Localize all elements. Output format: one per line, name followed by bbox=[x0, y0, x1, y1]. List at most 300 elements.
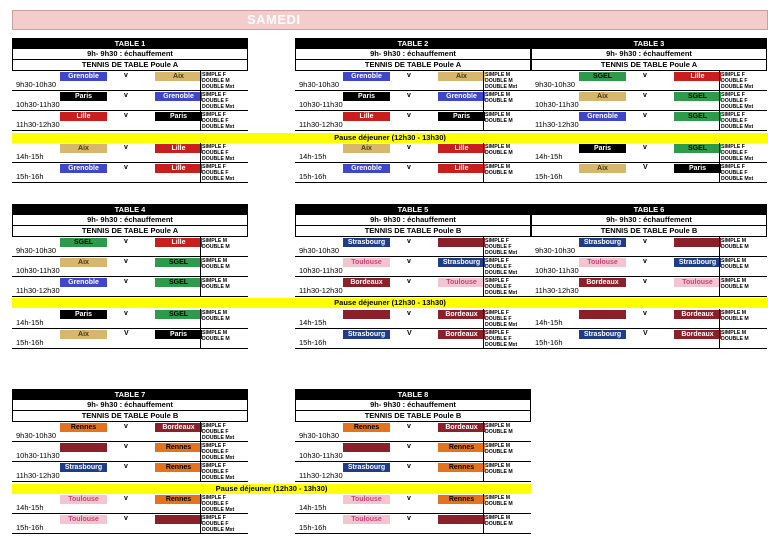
team-away: Aix bbox=[438, 72, 485, 81]
event-category: SIMPLE F bbox=[721, 92, 745, 98]
time-slot: 10h30-11h30 bbox=[16, 100, 60, 109]
event-category: DOUBLE M bbox=[485, 98, 513, 104]
versus-label: v bbox=[407, 72, 411, 79]
team-away: Paris bbox=[438, 112, 485, 121]
match-row bbox=[12, 163, 248, 183]
team-home: Toulouse bbox=[343, 258, 390, 267]
time-slot: 14h-15h bbox=[16, 503, 44, 512]
time-slot: 15h-16h bbox=[535, 172, 563, 181]
versus-label: V bbox=[643, 330, 648, 337]
match-row bbox=[12, 309, 248, 329]
versus-label: v bbox=[643, 92, 647, 99]
event-categories bbox=[721, 92, 753, 110]
match-table-2 bbox=[295, 38, 531, 183]
team-home: Grenoble bbox=[579, 112, 626, 121]
event-category: SIMPLE F bbox=[721, 112, 745, 118]
time-slot: 11h30-12h30 bbox=[299, 286, 343, 295]
versus-label: v bbox=[407, 92, 411, 99]
team-home: Strasbourg bbox=[579, 330, 626, 339]
event-category: SIMPLE M bbox=[485, 495, 511, 501]
time-slot: 10h30-11h30 bbox=[535, 266, 579, 275]
event-categories bbox=[202, 258, 230, 270]
versus-label: v bbox=[407, 495, 411, 502]
match-row bbox=[12, 494, 248, 514]
event-category: DOUBLE M bbox=[721, 284, 749, 290]
event-category: DOUBLE Mxt bbox=[202, 124, 235, 130]
event-categories bbox=[721, 112, 753, 130]
team-away: Paris bbox=[674, 164, 721, 173]
match-row bbox=[12, 442, 248, 462]
event-category: DOUBLE M bbox=[202, 284, 230, 290]
column-divider bbox=[200, 309, 201, 328]
team-away: Toulouse bbox=[438, 278, 485, 287]
team-home: Toulouse bbox=[60, 495, 107, 504]
event-category: SIMPLE F bbox=[721, 164, 745, 170]
column-divider bbox=[719, 237, 720, 256]
event-category: SIMPLE F bbox=[202, 515, 226, 521]
team-home bbox=[343, 443, 390, 452]
event-category: SIMPLE M bbox=[721, 258, 747, 264]
table-title: TABLE 6 bbox=[531, 204, 767, 215]
event-category: DOUBLE M bbox=[485, 150, 513, 156]
column-divider bbox=[719, 309, 720, 328]
team-away: Rennes bbox=[438, 495, 485, 504]
versus-label: V bbox=[407, 330, 412, 337]
event-category: DOUBLE M bbox=[485, 449, 513, 455]
time-slot: 14h-15h bbox=[299, 152, 327, 161]
event-category: DOUBLE F bbox=[202, 429, 229, 435]
match-table-7 bbox=[12, 389, 248, 534]
versus-label: v bbox=[124, 72, 128, 79]
versus-label: v bbox=[124, 164, 128, 171]
event-category: DOUBLE F bbox=[485, 284, 512, 290]
event-category: DOUBLE Mxt bbox=[485, 342, 518, 348]
table-title: TABLE 5 bbox=[295, 204, 531, 215]
team-away: Rennes bbox=[438, 443, 485, 452]
team-away: Lille bbox=[155, 238, 202, 247]
team-home: Paris bbox=[60, 310, 107, 319]
event-categories bbox=[202, 443, 234, 461]
event-categories bbox=[202, 92, 234, 110]
event-category: SIMPLE M bbox=[485, 112, 511, 118]
event-category: DOUBLE Mxt bbox=[202, 507, 235, 513]
warmup-label: 9h- 9h30 : échauffement bbox=[12, 400, 248, 411]
match-row bbox=[12, 329, 248, 349]
column-divider bbox=[483, 257, 484, 276]
team-away: Lille bbox=[155, 144, 202, 153]
match-row bbox=[295, 442, 531, 462]
team-away bbox=[438, 515, 485, 524]
column-divider bbox=[200, 422, 201, 441]
time-slot: 15h-16h bbox=[299, 338, 327, 347]
pool-label: TENNIS DE TABLE Poule A bbox=[12, 226, 248, 237]
event-categories bbox=[485, 112, 513, 124]
team-home: Aix bbox=[60, 144, 107, 153]
event-category: DOUBLE M bbox=[202, 78, 230, 84]
team-away: SGEL bbox=[155, 258, 202, 267]
event-category: DOUBLE F bbox=[202, 98, 229, 104]
event-category: SIMPLE M bbox=[721, 238, 747, 244]
event-categories bbox=[721, 310, 749, 322]
column-divider bbox=[483, 309, 484, 328]
column-divider bbox=[200, 277, 201, 296]
time-slot: 14h-15h bbox=[299, 503, 327, 512]
match-rows bbox=[295, 71, 531, 183]
event-category: DOUBLE F bbox=[721, 170, 748, 176]
event-category: SIMPLE F bbox=[202, 495, 226, 501]
team-home: Bordeaux bbox=[579, 278, 626, 287]
event-category: DOUBLE F bbox=[485, 244, 512, 250]
event-category: DOUBLE Mxt bbox=[485, 250, 518, 256]
team-home: Strasbourg bbox=[60, 463, 107, 472]
team-away: Aix bbox=[155, 72, 202, 81]
event-categories bbox=[721, 330, 749, 342]
team-home: Aix bbox=[343, 144, 390, 153]
event-category: SIMPLE F bbox=[202, 164, 226, 170]
column-divider bbox=[719, 143, 720, 162]
event-categories bbox=[485, 144, 513, 156]
time-slot: 11h30-12h30 bbox=[299, 471, 343, 480]
column-divider bbox=[483, 422, 484, 441]
match-rows bbox=[531, 71, 767, 183]
event-category: DOUBLE F bbox=[485, 264, 512, 270]
event-category: SIMPLE F bbox=[202, 463, 226, 469]
event-categories bbox=[721, 258, 749, 270]
event-categories bbox=[202, 72, 234, 90]
column-divider bbox=[483, 237, 484, 256]
match-row bbox=[295, 257, 531, 277]
time-slot: 9h30-10h30 bbox=[299, 431, 340, 440]
event-category: SIMPLE M bbox=[485, 463, 511, 469]
team-home: Paris bbox=[579, 144, 626, 153]
match-row bbox=[12, 71, 248, 91]
time-slot: 9h30-10h30 bbox=[535, 80, 576, 89]
day-title: SAMEDI bbox=[247, 12, 301, 27]
versus-label: v bbox=[124, 92, 128, 99]
column-divider bbox=[200, 494, 201, 513]
event-category: SIMPLE M bbox=[721, 278, 747, 284]
event-category: DOUBLE M bbox=[721, 316, 749, 322]
team-away: Rennes bbox=[438, 463, 485, 472]
time-slot: 10h30-11h30 bbox=[299, 451, 343, 460]
team-away: Lille bbox=[438, 144, 485, 153]
pool-label: TENNIS DE TABLE Poule B bbox=[295, 411, 531, 422]
time-slot: 10h30-11h30 bbox=[299, 266, 343, 275]
event-category: DOUBLE M bbox=[721, 264, 749, 270]
versus-label: v bbox=[407, 112, 411, 119]
time-slot: 11h30-12h30 bbox=[535, 120, 579, 129]
pool-label: TENNIS DE TABLE Poule A bbox=[12, 60, 248, 71]
event-category: SIMPLE M bbox=[485, 443, 511, 449]
match-row bbox=[12, 143, 248, 163]
event-category: DOUBLE Mxt bbox=[485, 270, 518, 276]
team-away: Bordeaux bbox=[674, 310, 721, 319]
event-category: SIMPLE F bbox=[485, 310, 509, 316]
team-away: Grenoble bbox=[155, 92, 202, 101]
time-slot: 15h-16h bbox=[16, 523, 44, 532]
team-home: Rennes bbox=[60, 423, 107, 432]
time-slot: 14h-15h bbox=[299, 318, 327, 327]
time-slot: 9h30-10h30 bbox=[535, 246, 576, 255]
team-away: SGEL bbox=[674, 144, 721, 153]
team-away bbox=[155, 515, 202, 524]
event-categories bbox=[485, 515, 513, 527]
versus-label: v bbox=[643, 278, 647, 285]
time-slot: 11h30-12h30 bbox=[16, 471, 60, 480]
event-category: DOUBLE F bbox=[202, 449, 229, 455]
event-categories bbox=[485, 463, 513, 475]
time-slot: 10h30-11h30 bbox=[299, 100, 343, 109]
lunch-break-bar-2: Pause déjeuner (12h30 - 13h30) bbox=[12, 298, 768, 308]
column-divider bbox=[483, 462, 484, 481]
versus-label: v bbox=[643, 72, 647, 79]
time-slot: 9h30-10h30 bbox=[16, 80, 57, 89]
event-categories bbox=[485, 72, 517, 90]
match-row bbox=[531, 91, 767, 111]
versus-label: v bbox=[124, 278, 128, 285]
column-divider bbox=[483, 494, 484, 513]
time-slot: 9h30-10h30 bbox=[16, 431, 57, 440]
time-slot: 10h30-11h30 bbox=[16, 451, 60, 460]
event-categories bbox=[485, 423, 513, 435]
match-row bbox=[531, 111, 767, 131]
match-row bbox=[12, 277, 248, 297]
event-category: SIMPLE M bbox=[202, 238, 228, 244]
match-row bbox=[531, 71, 767, 91]
time-slot: 15h-16h bbox=[299, 523, 327, 532]
versus-label: v bbox=[643, 238, 647, 245]
event-categories bbox=[485, 278, 517, 296]
event-category: SIMPLE F bbox=[485, 238, 509, 244]
event-categories bbox=[202, 278, 230, 290]
team-home: Toulouse bbox=[60, 515, 107, 524]
table-title: TABLE 3 bbox=[531, 38, 767, 49]
time-slot: 11h30-12h30 bbox=[16, 120, 60, 129]
column-divider bbox=[200, 143, 201, 162]
versus-label: v bbox=[124, 238, 128, 245]
team-home: Aix bbox=[60, 330, 107, 339]
event-category: DOUBLE Mxt bbox=[485, 84, 518, 90]
event-category: SIMPLE F bbox=[202, 443, 226, 449]
team-home: Paris bbox=[60, 92, 107, 101]
match-row bbox=[295, 309, 531, 329]
team-home bbox=[579, 310, 626, 319]
event-category: DOUBLE M bbox=[721, 336, 749, 342]
match-table-3 bbox=[531, 38, 767, 183]
event-category: SIMPLE F bbox=[721, 144, 745, 150]
warmup-label: 9h- 9h30 : échauffement bbox=[531, 49, 767, 60]
match-rows bbox=[295, 422, 531, 534]
event-category: DOUBLE F bbox=[721, 150, 748, 156]
time-slot: 11h30-12h30 bbox=[299, 120, 343, 129]
match-table-5 bbox=[295, 204, 531, 349]
warmup-label: 9h- 9h30 : échauffement bbox=[295, 215, 531, 226]
event-category: SIMPLE F bbox=[485, 330, 509, 336]
versus-label: V bbox=[643, 164, 648, 171]
team-away: Paris bbox=[155, 112, 202, 121]
event-category: DOUBLE Mxt bbox=[202, 104, 235, 110]
event-categories bbox=[202, 463, 234, 481]
event-category: DOUBLE Mxt bbox=[721, 84, 754, 90]
match-row bbox=[12, 91, 248, 111]
event-category: DOUBLE M bbox=[485, 429, 513, 435]
event-category: SIMPLE F bbox=[202, 144, 226, 150]
pool-label: TENNIS DE TABLE Poule B bbox=[12, 411, 248, 422]
team-away: Rennes bbox=[155, 495, 202, 504]
column-divider bbox=[483, 91, 484, 110]
event-categories bbox=[721, 164, 753, 182]
event-categories bbox=[485, 330, 517, 348]
event-categories bbox=[202, 423, 234, 441]
event-category: DOUBLE F bbox=[202, 118, 229, 124]
pool-label: TENNIS DE TABLE Poule A bbox=[531, 60, 767, 71]
event-categories bbox=[485, 238, 517, 256]
event-category: DOUBLE Mxt bbox=[721, 156, 754, 162]
time-slot: 15h-16h bbox=[299, 172, 327, 181]
team-home bbox=[60, 443, 107, 452]
column-divider bbox=[200, 111, 201, 130]
time-slot: 15h-16h bbox=[535, 338, 563, 347]
event-categories bbox=[485, 495, 513, 507]
versus-label: v bbox=[407, 423, 411, 430]
column-divider bbox=[483, 277, 484, 296]
column-divider bbox=[483, 111, 484, 130]
column-divider bbox=[719, 111, 720, 130]
versus-label: v bbox=[407, 258, 411, 265]
time-slot: 9h30-10h30 bbox=[299, 246, 340, 255]
team-away: Lille bbox=[438, 164, 485, 173]
time-slot: 15h-16h bbox=[16, 338, 44, 347]
event-category: DOUBLE F bbox=[202, 170, 229, 176]
time-slot: 14h-15h bbox=[535, 152, 563, 161]
team-home: Bordeaux bbox=[343, 278, 390, 287]
event-category: DOUBLE M bbox=[485, 118, 513, 124]
team-away: Bordeaux bbox=[674, 330, 721, 339]
versus-label: v bbox=[124, 144, 128, 151]
column-divider bbox=[200, 257, 201, 276]
column-divider bbox=[200, 329, 201, 348]
match-row bbox=[295, 237, 531, 257]
team-home: Aix bbox=[579, 164, 626, 173]
match-row bbox=[295, 111, 531, 131]
versus-label: v bbox=[643, 310, 647, 317]
warmup-label: 9h- 9h30 : échauffement bbox=[12, 215, 248, 226]
event-category: SIMPLE F bbox=[721, 72, 745, 78]
team-home: Rennes bbox=[343, 423, 390, 432]
event-categories bbox=[721, 144, 753, 162]
time-slot: 9h30-10h30 bbox=[299, 80, 340, 89]
event-category: SIMPLE F bbox=[202, 423, 226, 429]
time-slot: 14h-15h bbox=[535, 318, 563, 327]
warmup-label: 9h- 9h30 : échauffement bbox=[531, 215, 767, 226]
column-divider bbox=[719, 163, 720, 182]
team-home: Lille bbox=[60, 112, 107, 121]
time-slot: 11h30-12h30 bbox=[535, 286, 579, 295]
team-away: Paris bbox=[155, 330, 202, 339]
pool-label: TENNIS DE TABLE Poule A bbox=[295, 60, 531, 71]
event-categories bbox=[485, 92, 513, 104]
versus-label: v bbox=[124, 310, 128, 317]
event-category: SIMPLE M bbox=[485, 144, 511, 150]
event-category: SIMPLE M bbox=[485, 164, 511, 170]
match-row bbox=[295, 462, 531, 482]
event-categories bbox=[202, 144, 234, 162]
match-rows bbox=[12, 71, 248, 183]
lunch-break-bar-3: Pause déjeuner (12h30 - 13h30) bbox=[12, 484, 531, 494]
team-home: Aix bbox=[579, 92, 626, 101]
match-row bbox=[531, 277, 767, 297]
event-category: SIMPLE M bbox=[485, 515, 511, 521]
team-away: SGEL bbox=[155, 278, 202, 287]
column-divider bbox=[719, 91, 720, 110]
event-category: DOUBLE Mxt bbox=[202, 475, 235, 481]
versus-label: v bbox=[643, 258, 647, 265]
event-category: DOUBLE Mxt bbox=[721, 176, 754, 182]
event-categories bbox=[202, 164, 234, 182]
team-home: Lille bbox=[343, 112, 390, 121]
match-row bbox=[295, 494, 531, 514]
event-category: DOUBLE Mxt bbox=[202, 176, 235, 182]
match-row bbox=[531, 143, 767, 163]
table-title: TABLE 4 bbox=[12, 204, 248, 215]
event-category: DOUBLE Mxt bbox=[202, 527, 235, 533]
event-category: DOUBLE Mxt bbox=[485, 322, 518, 328]
team-away: Rennes bbox=[155, 443, 202, 452]
versus-label: v bbox=[407, 144, 411, 151]
column-divider bbox=[200, 91, 201, 110]
event-category: DOUBLE F bbox=[721, 78, 748, 84]
versus-label: v bbox=[124, 495, 128, 502]
match-rows bbox=[531, 237, 767, 349]
team-home: Grenoble bbox=[60, 72, 107, 81]
match-row bbox=[295, 143, 531, 163]
event-category: DOUBLE M bbox=[202, 316, 230, 322]
match-table-1 bbox=[12, 38, 248, 183]
versus-label: v bbox=[124, 258, 128, 265]
column-divider bbox=[200, 163, 201, 182]
table-title: TABLE 2 bbox=[295, 38, 531, 49]
time-slot: 14h-15h bbox=[16, 152, 44, 161]
match-row bbox=[12, 422, 248, 442]
match-row bbox=[295, 514, 531, 534]
versus-label: V bbox=[124, 330, 129, 337]
team-away: Bordeaux bbox=[155, 423, 202, 432]
match-table-4 bbox=[12, 204, 248, 349]
event-category: SIMPLE M bbox=[721, 310, 747, 316]
event-categories bbox=[202, 112, 234, 130]
team-away: SGEL bbox=[155, 310, 202, 319]
column-divider bbox=[719, 329, 720, 348]
versus-label: v bbox=[407, 443, 411, 450]
match-row bbox=[12, 462, 248, 482]
event-category: DOUBLE F bbox=[485, 336, 512, 342]
event-category: SIMPLE M bbox=[202, 278, 228, 284]
versus-label: v bbox=[124, 463, 128, 470]
team-away: Bordeaux bbox=[438, 423, 485, 432]
event-category: SIMPLE F bbox=[202, 112, 226, 118]
event-category: SIMPLE M bbox=[721, 330, 747, 336]
column-divider bbox=[483, 442, 484, 461]
event-category: DOUBLE F bbox=[202, 150, 229, 156]
team-home: Strasbourg bbox=[343, 330, 390, 339]
warmup-label: 9h- 9h30 : échauffement bbox=[295, 400, 531, 411]
column-divider bbox=[483, 143, 484, 162]
warmup-label: 9h- 9h30 : échauffement bbox=[295, 49, 531, 60]
team-away: Bordeaux bbox=[438, 310, 485, 319]
team-home: Strasbourg bbox=[579, 238, 626, 247]
event-category: DOUBLE F bbox=[721, 118, 748, 124]
event-categories bbox=[485, 443, 513, 455]
